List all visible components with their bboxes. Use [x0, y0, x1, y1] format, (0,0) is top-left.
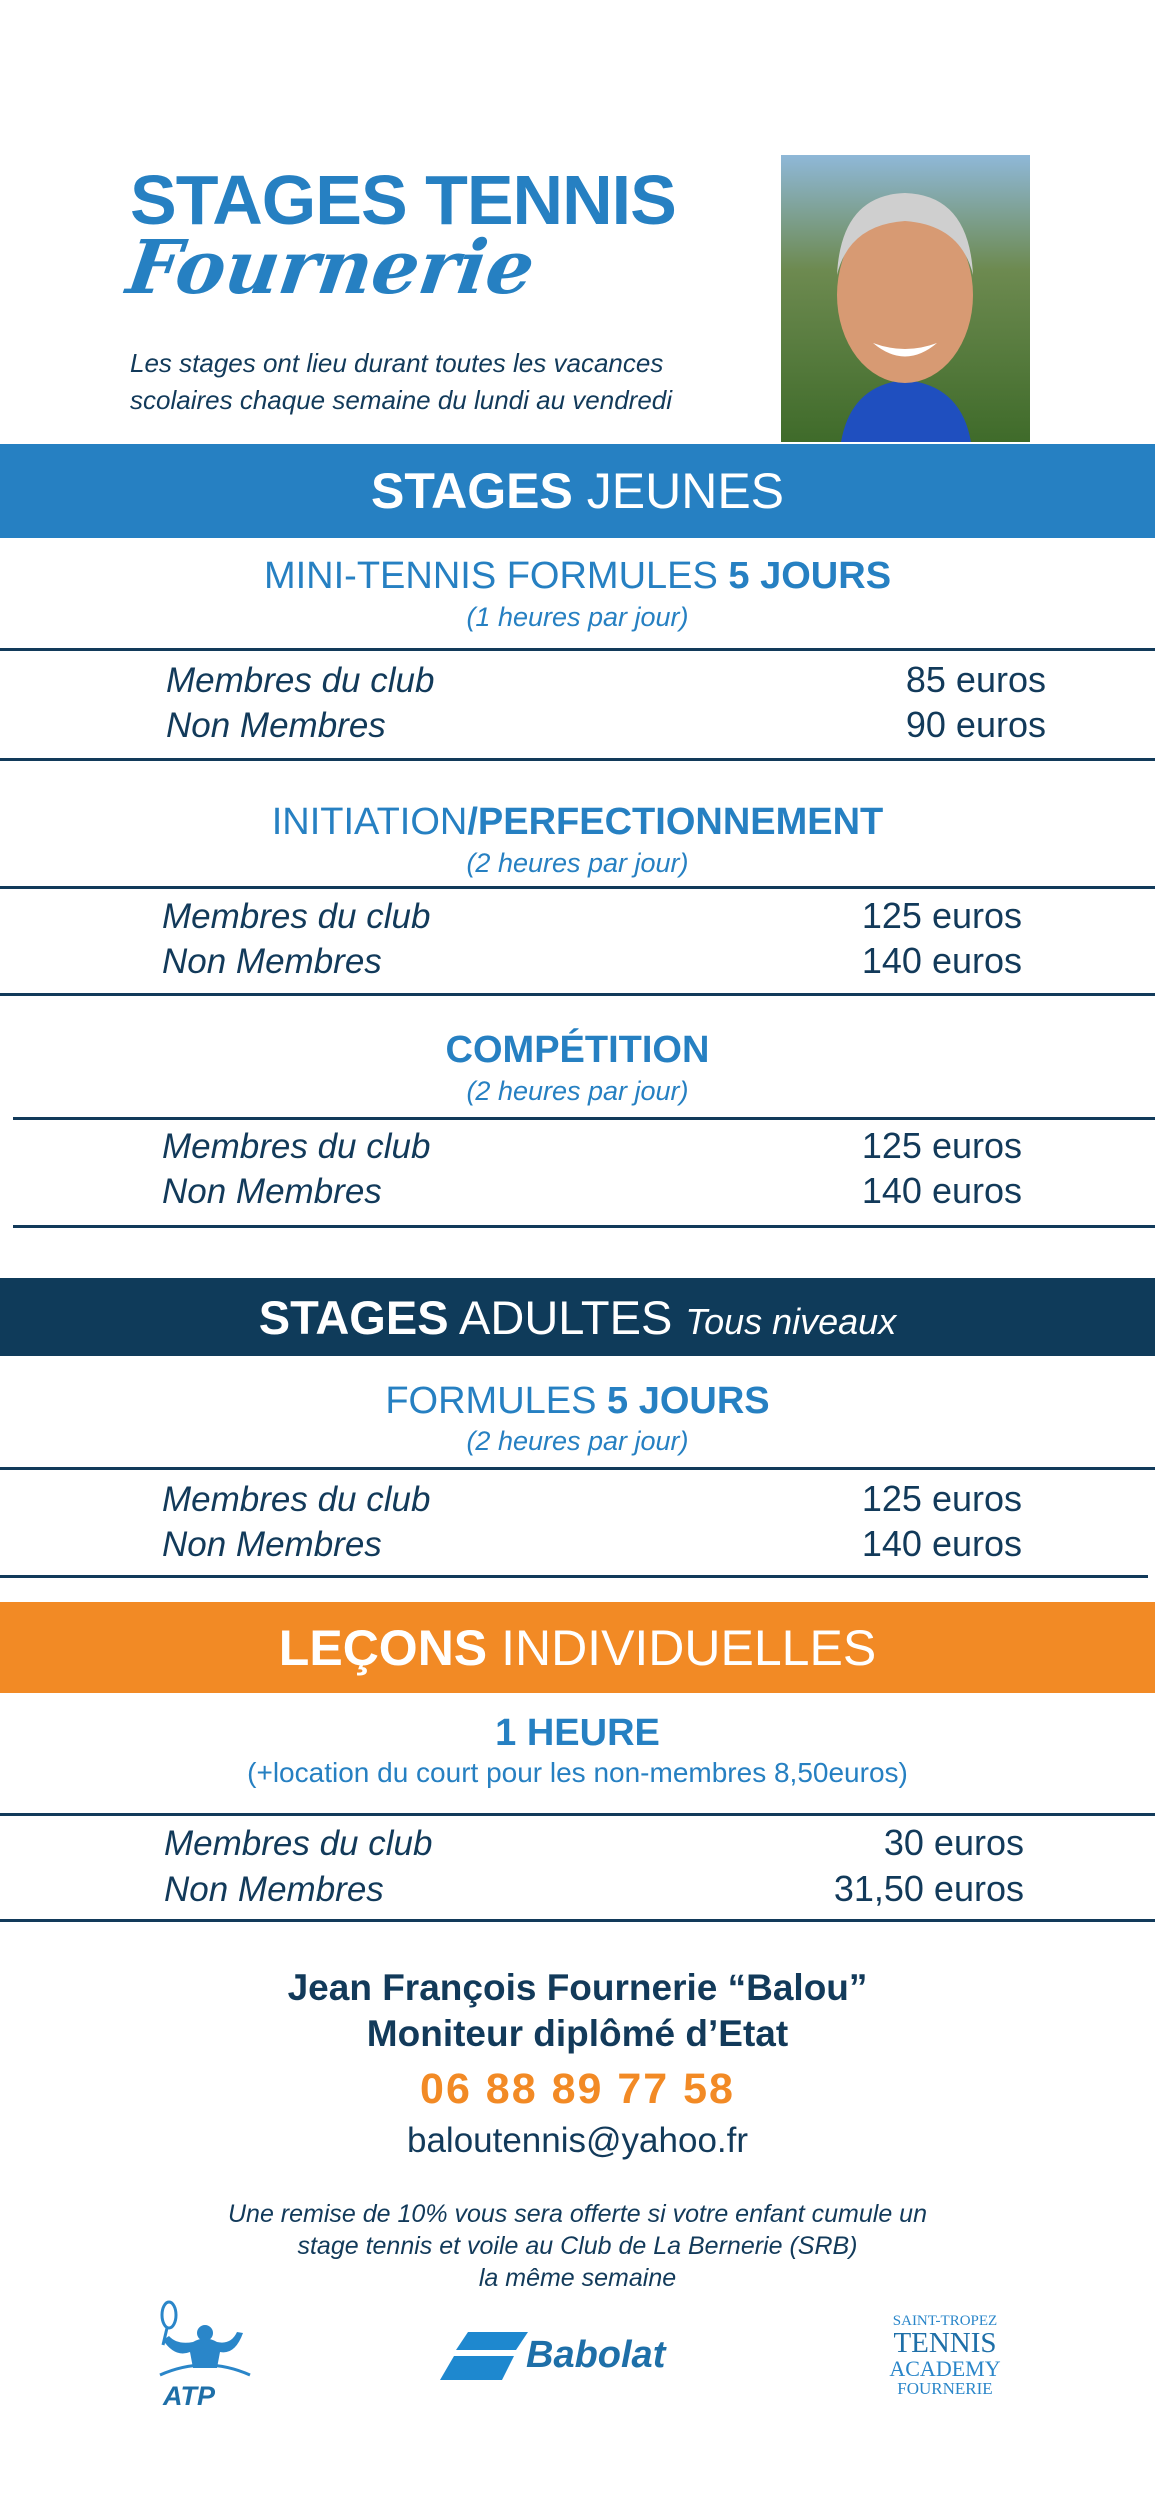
- row-price: 90 euros: [905, 704, 1046, 745]
- babolat-logo: [440, 2332, 740, 2382]
- atp-logo-text: ATP: [163, 2381, 215, 2411]
- stages-jeunes-band: [0, 444, 1155, 538]
- divider: [0, 1919, 1155, 1922]
- divider: [13, 1117, 1155, 1120]
- divider: [0, 1575, 1148, 1578]
- lecons-heading: [0, 1712, 1155, 1755]
- band-bold: STAGES: [258, 1291, 449, 1344]
- row-price: 140 euros: [861, 940, 1022, 981]
- row-label: Membres du club: [164, 1824, 433, 1863]
- competition-heading: [0, 1029, 1155, 1072]
- divider: [0, 1813, 1155, 1816]
- divider: [0, 758, 1155, 761]
- discount-note-line-2: stage tennis et voile au Club de La Bernerie (SRB): [297, 2232, 858, 2260]
- discount-note-line-3: la même semaine: [478, 2264, 677, 2292]
- academy-line: ACADEMY: [889, 2356, 1001, 2381]
- row-label: Non Membres: [166, 706, 386, 745]
- divider: [0, 993, 1155, 996]
- band-bold: STAGES: [370, 463, 573, 519]
- coach-name: Jean François Fournerie “Balou”: [287, 1967, 868, 2008]
- mini-tennis-sub: (1 heures par jour): [466, 602, 689, 632]
- band-light: ADULTES: [459, 1291, 673, 1344]
- competition-sub: (2 heures par jour): [466, 1076, 689, 1106]
- lecons-band: [0, 1602, 1155, 1693]
- academy-line: SAINT-TROPEZ: [892, 2313, 998, 2329]
- row-label: Non Membres: [162, 942, 382, 981]
- row-label: Non Membres: [164, 1870, 384, 1909]
- row-price: 125 euros: [861, 1125, 1022, 1166]
- band-light: INDIVIDUELLES: [501, 1620, 877, 1676]
- mini-tennis-heading: [0, 555, 1155, 598]
- heading-bold: 5 JOURS: [607, 1380, 770, 1422]
- atp-logo: [155, 2300, 255, 2411]
- initiation-sub: (2 heures par jour): [466, 848, 689, 878]
- row-price: 85 euros: [905, 659, 1046, 700]
- phone-number[interactable]: 06 88 89 77 58: [420, 2065, 735, 2113]
- band-bold: LEÇONS: [278, 1620, 488, 1676]
- row-label: Non Membres: [162, 1172, 382, 1211]
- row-price: 30 euros: [883, 1822, 1024, 1863]
- divider: [0, 1467, 1155, 1470]
- babolat-logo-text: Babolat: [526, 2334, 666, 2376]
- divider: [13, 1225, 1155, 1228]
- page-script-title: Fournerie: [121, 225, 540, 311]
- divider: [0, 648, 1155, 651]
- discount-note-line-1: Une remise de 10% vous sera offerte si votre enfant cumule un: [228, 2200, 927, 2228]
- adultes-heading: [0, 1380, 1155, 1423]
- heading-bold: /PERFECTIONNEMENT: [467, 801, 884, 843]
- band-light: JEUNES: [586, 463, 785, 519]
- academy-line: TENNIS: [893, 2327, 997, 2359]
- heading-bold: 1 HEURE: [495, 1712, 660, 1754]
- coach-photo: [781, 155, 1030, 442]
- heading-bold: COMPÉTITION: [445, 1029, 710, 1071]
- row-label: Membres du club: [162, 1127, 431, 1166]
- row-price: 31,50 euros: [833, 1868, 1024, 1909]
- coach-role: Moniteur diplômé d’Etat: [366, 2013, 789, 2054]
- academy-line: FOURNERIE: [897, 2379, 993, 2398]
- heading-light: FORMULES: [385, 1380, 608, 1422]
- row-price: 140 euros: [861, 1170, 1022, 1211]
- heading-light: INITIATION: [271, 801, 468, 843]
- band-italic: Tous niveaux: [685, 1301, 897, 1342]
- heading-bold: 5 JOURS: [728, 555, 892, 597]
- row-label: Membres du club: [162, 1480, 431, 1519]
- lecons-sub: (+location du court pour les non-membres 8,50euros): [247, 1757, 908, 1788]
- adultes-sub: (2 heures par jour): [466, 1426, 689, 1456]
- row-price: 140 euros: [861, 1523, 1022, 1564]
- divider: [0, 886, 1155, 889]
- row-label: Membres du club: [166, 661, 435, 700]
- heading-light: MINI-TENNIS FORMULES: [263, 555, 729, 597]
- row-price: 125 euros: [861, 1478, 1022, 1519]
- intro-line-1: Les stages ont lieu durant toutes les vacances: [130, 348, 664, 378]
- intro-line-2: scolaires chaque semaine du lundi au vendredi: [130, 385, 673, 415]
- row-price: 125 euros: [861, 895, 1022, 936]
- row-label: Non Membres: [162, 1525, 382, 1564]
- academy-logo: [880, 2314, 1010, 2397]
- page-title: STAGES TENNIS: [130, 161, 676, 239]
- initiation-heading: [0, 801, 1155, 844]
- stages-adultes-band: [0, 1278, 1155, 1356]
- row-label: Membres du club: [162, 897, 431, 936]
- email-link[interactable]: baloutennis@yahoo.fr: [406, 2121, 749, 2160]
